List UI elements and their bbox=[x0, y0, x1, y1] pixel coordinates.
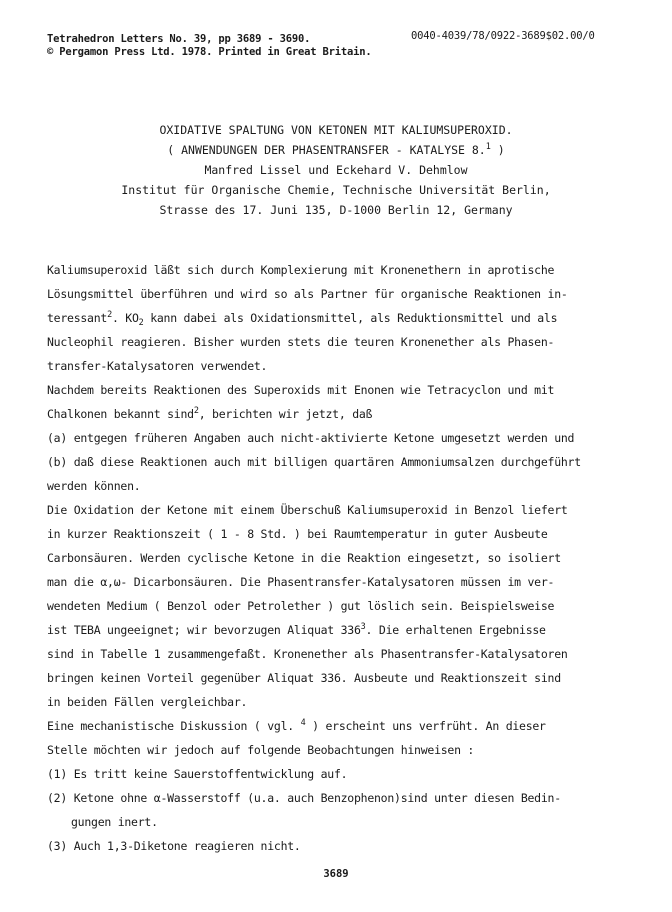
article-code: 0040-4039/78/0922-3689$02.00/0 bbox=[411, 30, 595, 42]
page-number: 3689 bbox=[323, 868, 349, 880]
list-item: (2) Ketone ohne α-Wasserstoff (u.a. auch Benzophenon)sind unter diesen Bedin- bbox=[47, 791, 561, 805]
copyright-line: © Pergamon Press Ltd. 1978. Printed in Great Britain. bbox=[47, 46, 372, 58]
text-line: Eine mechanistische Diskussion ( vgl. $^4$ ) erscheint uns verfrüht. An dieser bbox=[47, 718, 546, 733]
text-line: ist TEBA ungeeignet; wir bevorzugen Aliquat $336^3$. Die erhaltenen Ergebnisse bbox=[47, 622, 546, 637]
title-block bbox=[0, 120, 672, 220]
text-line: teressant$^2$. $KO_2$ kann dabei als Oxidationsmittel, als Reduktionsmittel und als bbox=[47, 310, 558, 328]
footnote-ref: 2 bbox=[193, 406, 199, 416]
footnote-ref: 3 bbox=[360, 622, 366, 632]
text-line: (a) entgegen früheren Angaben auch nicht-aktivierte Ketone umgesetzt werden und bbox=[47, 431, 575, 445]
footnote-ref: 2 bbox=[107, 310, 112, 320]
text-line: in beiden Fällen vergleichbar. bbox=[47, 695, 248, 709]
journal-header bbox=[47, 33, 371, 59]
text-line: Stelle möchten wir jedoch auf folgende Beobachtungen hinweisen : bbox=[47, 743, 475, 757]
affiliation-line-1: Institut für Organische Chemie, Technische Universität Berlin, bbox=[121, 183, 551, 197]
text-line: Chalkonen bekannt sind$^2$, berichten wir jetzt, daß bbox=[47, 406, 373, 421]
text-line: Carbonsäuren. Werden cyclische Ketone in die Reaktion eingesetzt, so isoliert bbox=[47, 551, 561, 565]
text-line: Lösungsmittel überführen und wird so als Partner für organische Reaktionen in- bbox=[47, 287, 568, 301]
text-line: werden können. bbox=[47, 479, 141, 493]
list-item: (3) Auch 1,3-Diketone reagieren nicht. bbox=[47, 839, 301, 853]
body-text bbox=[47, 258, 627, 858]
text-line: in kurzer Reaktionszeit ( 1 - 8 Std. ) bei Raumtemperatur in guter Ausbeute bbox=[47, 527, 548, 541]
text-line: (b) daß diese Reaktionen auch mit billigen quartären Ammoniumsalzen durchgeführt bbox=[47, 455, 581, 469]
article-subtitle: ( ANWENDUNGEN DER PHASENTRANSFER - KATALYSE 8.$^1$ ) bbox=[167, 142, 505, 157]
text-line: wendeten Medium ( Benzol oder Petrolether ) gut löslich sein. Beispielsweise bbox=[47, 599, 555, 613]
text-line: Die Oxidation der Ketone mit einem Überschuß Kaliumsuperoxid in Benzol liefert bbox=[47, 503, 568, 517]
text-line: bringen keinen Vorteil gegenüber Aliquat 336. Ausbeute und Reaktionszeit sind bbox=[47, 671, 561, 685]
text-line: transfer-Katalysatoren verwendet. bbox=[47, 359, 268, 373]
journal-citation: Tetrahedron Letters No. 39, pp 3689 - 3690. bbox=[47, 33, 311, 45]
list-item: (1) Es tritt keine Sauerstoffentwicklung auf. bbox=[47, 767, 348, 781]
text-line: sind in Tabelle 1 zusammengefaßt. Kronenether als Phasentransfer-Katalysatoren bbox=[47, 647, 568, 661]
text-line: Nachdem bereits Reaktionen des Superoxids mit Enonen wie Tetracyclon und mit bbox=[47, 383, 555, 397]
affiliation-line-2: Strasse des 17. Juni 135, D-1000 Berlin 12, Germany bbox=[159, 203, 513, 217]
text-line: Kaliumsuperoxid läßt sich durch Komplexierung mit Kronenethern in aprotische bbox=[47, 263, 555, 277]
list-item-continuation: gungen inert. bbox=[71, 815, 158, 829]
text-line: Nucleophil reagieren. Bisher wurden stets die teuren Kronenether als Phasen- bbox=[47, 335, 555, 349]
text-line: man die α,ω- Dicarbonsäuren. Die Phasentransfer-Katalysatoren müssen im ver- bbox=[47, 575, 555, 589]
authors: Manfred Lissel und Eckehard V. Dehmlow bbox=[204, 163, 468, 177]
footnote-ref: 4 bbox=[300, 718, 306, 728]
article-title: OXIDATIVE SPALTUNG VON KETONEN MIT KALIUMSUPEROXID. bbox=[159, 123, 513, 137]
